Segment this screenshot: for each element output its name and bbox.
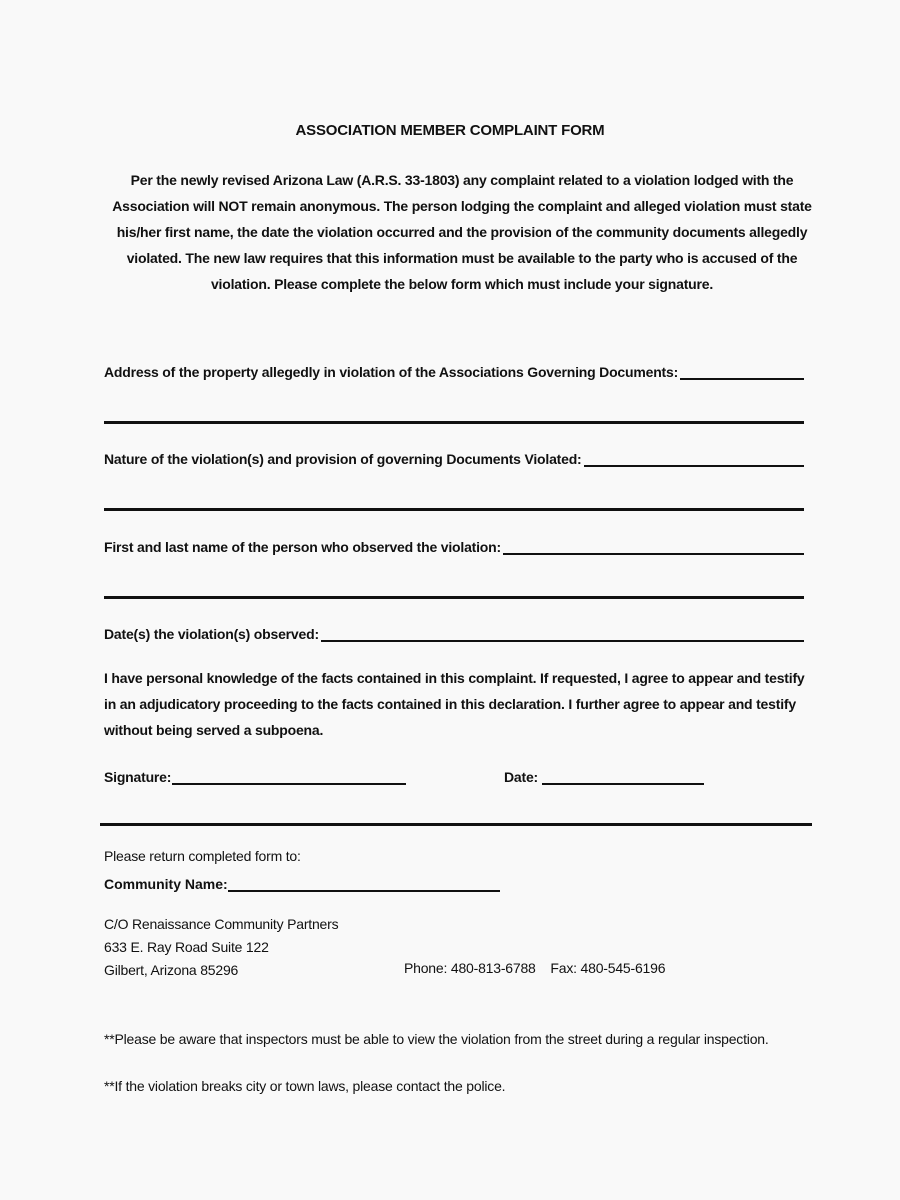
dates-field <box>104 626 804 642</box>
signature-label: Signature: <box>104 769 172 785</box>
observer-field <box>104 539 804 555</box>
address-input-line-2[interactable] <box>104 421 804 424</box>
return-instruction: Please return completed form to: <box>104 848 301 864</box>
address-input-line[interactable] <box>680 364 804 380</box>
phone-fax: Phone: 480-813-6788 Fax: 480-545-6196 <box>404 960 666 976</box>
nature-input-line[interactable] <box>584 451 804 467</box>
dates-label: Date(s) the violation(s) observed: <box>104 626 319 642</box>
observer-input-line-2[interactable] <box>104 596 804 599</box>
community-name-label: Community Name: <box>104 876 228 892</box>
community-name-field <box>104 872 504 892</box>
signature-input-line[interactable] <box>172 769 406 785</box>
address-line-3: Gilbert, Arizona 85296 <box>104 962 239 978</box>
nature-field <box>104 451 804 467</box>
address-label: Address of the property allegedly in violation of the Associations Governing Documents: <box>104 364 679 380</box>
form-title: ASSOCIATION MEMBER COMPLAINT FORM <box>295 122 605 139</box>
inspection-note: **Please be aware that inspectors must be able to view the violation from the street during a regular inspection. <box>104 1031 769 1047</box>
signature-date-input-line[interactable] <box>542 769 704 785</box>
signature-row <box>104 765 724 787</box>
address-line-1: C/O Renaissance Community Partners <box>104 916 339 932</box>
nature-input-line-2[interactable] <box>104 508 804 511</box>
address-line-2: 633 E. Ray Road Suite 122 <box>104 939 269 955</box>
dates-input-line[interactable] <box>321 626 804 642</box>
intro-paragraph: Per the newly revised Arizona Law (A.R.S. 33-1803) any complaint related to a violation lodged with the Association will NOT remain anonymous. The person lodging the complaint and alleged violation must state his/her first name, the date the violation occurred and the provision of the community documents allegedly violated. The new law requires that this information must be available to the party who is accused of the violation. Please complete the below form which must include your signature. <box>112 172 812 292</box>
observer-input-line[interactable] <box>503 539 804 555</box>
community-name-input-line[interactable] <box>228 876 500 892</box>
police-note: **If the violation breaks city or town laws, please contact the police. <box>104 1078 506 1094</box>
declaration-paragraph: I have personal knowledge of the facts contained in this complaint. If requested, I agree to appear and testify in an adjudicatory proceeding to the facts contained in this declaration. I further agree to appear and testify without being served a subpoena. <box>104 670 805 738</box>
section-divider <box>100 823 812 826</box>
observer-label: First and last name of the person who observed the violation: <box>104 539 501 555</box>
signature-date-label: Date: <box>504 769 539 785</box>
nature-label: Nature of the violation(s) and provision of governing Documents Violated: <box>104 451 582 467</box>
address-field <box>104 364 804 380</box>
